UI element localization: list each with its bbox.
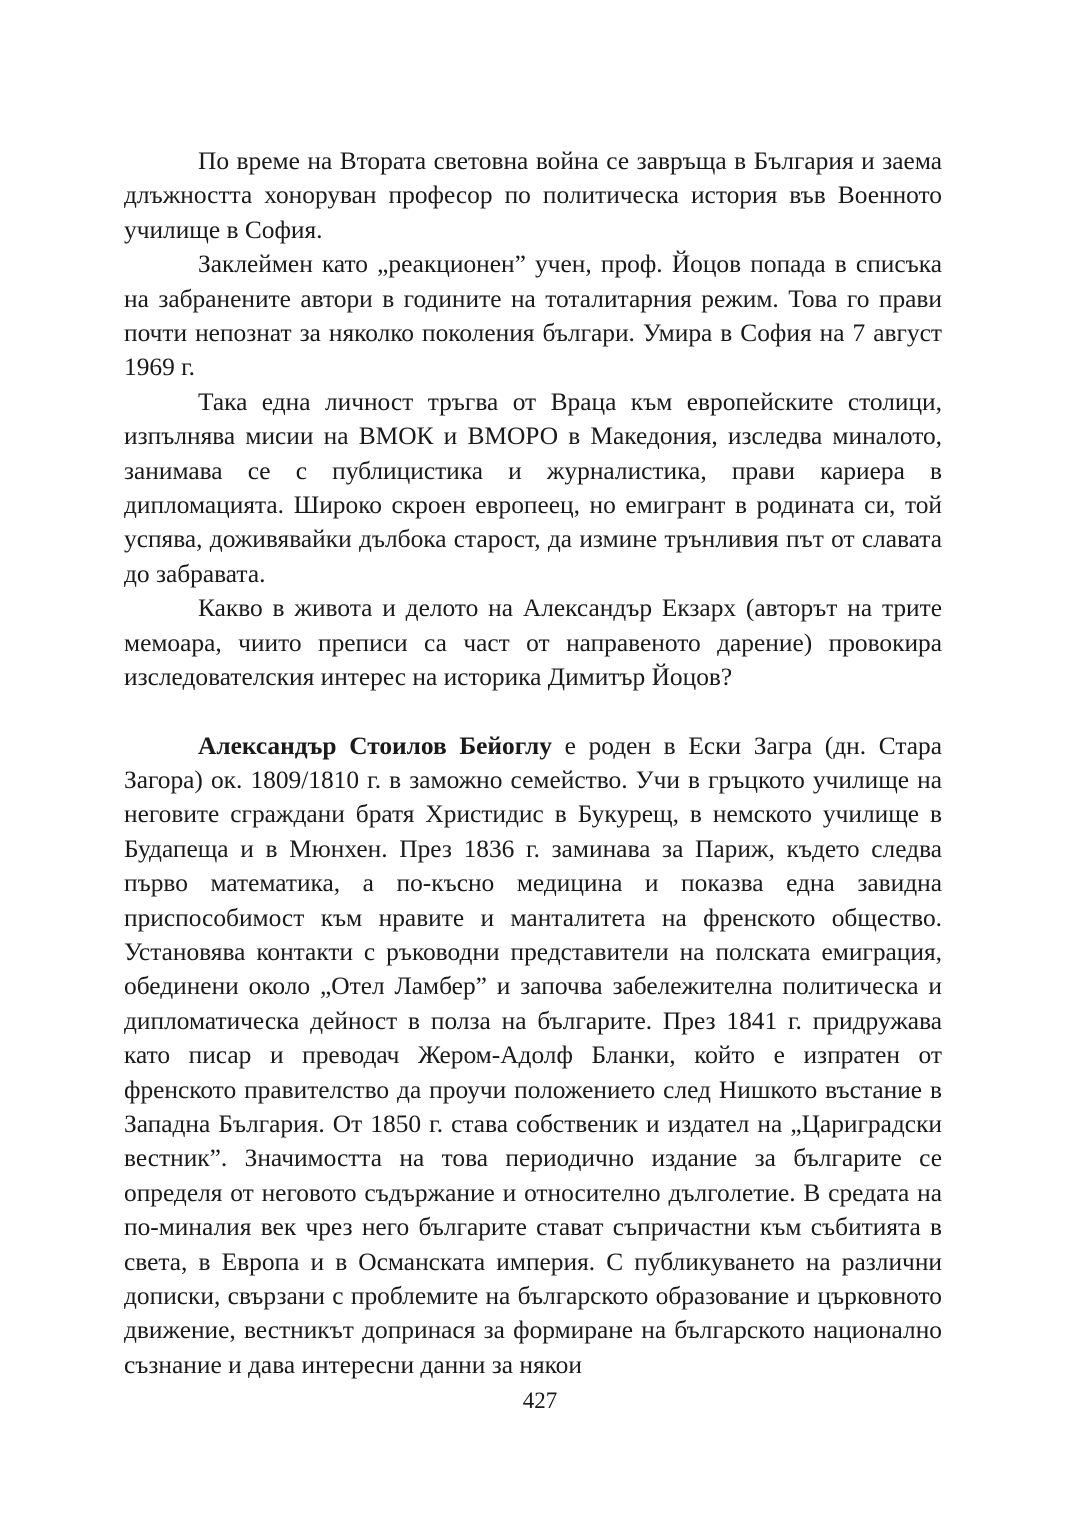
biography-text: е роден в Ески Загра (дн. Стара Загора) ок. 1809/1810 г. в заможно семейство. Учи в гръцкото училище на неговите сграждани братя Христидис в Букурещ, в немското училище в Будапеща и в Мюнхен. През 1836 г. заминава за Париж, където следва първо математика, а по-късно медицина и показва една завидна приспособимост към нравите и манталитета на френското общество. Установява контакти с ръководни представители на полската емиграция, обединени около „Отел Ламбер” и започва забележителна политическа и дипломатическа дейност в полза на българите. През 1841 г. придружава като писар и преводач Жером-Адолф Бланки, който е изпратен от френското правителство да проучи положението след Нишкото въстание в Западна България. От 1850 г. става собственик и издател на „Цариградски вестник”. Значимостта на това периодично издание за българите се определя от неговото съдържание и относително дълголетие. В средата на по-миналия век чрез него българите стават съпричастни към събитията в света, в Европа и в Османската империя. С публикуването на различни дописки, свързани с проблемите на българското образование и църковното движение, вестникът допринася за формиране на българското национално съзнание и дава интересни данни за някои [124, 731, 943, 1379]
paragraph-banned-author: Заклеймен като „реакционен” учен, проф. Йоцов попада в списъка на забранените автори в годините на тоталитарния режим. Това го прави почти непознат за няколко поколения българи. Умира в София на 7 август 1969 г. [124, 250, 942, 382]
paragraph-return-to-bulgaria: По време на Втората световна война се завръща в България и заема длъжността хоноруван професор по политическа история във Военното училище в София. [124, 147, 942, 244]
paragraph-life-summary: Така една личност тръгва от Враца към европейските столици, изпълнява мисии на ВМОК и ВМОРО в Македония, изследва миналото, занимава се с публицистика и журналистика, прави кариера в дипломацията. Широко скроен европеец, но емигрант в родината си, той успява, доживявайки дълбока старост, да измине трънливия път от славата до забравата. [124, 387, 942, 588]
paragraph-research-question: Какво в живота и делото на Александър Екзарх (авторът на трите мемоара, чиито преписи са част от направеното дарение) провокира изследователския интерес на историка Димитър Йоцов? [124, 594, 942, 692]
person-name-bold: Александър Стоилов Бейоглу [198, 731, 552, 760]
page-body [124, 144, 942, 1382]
page-number: 427 [522, 1388, 558, 1413]
paragraph-beyoglu-biography [124, 729, 942, 1383]
